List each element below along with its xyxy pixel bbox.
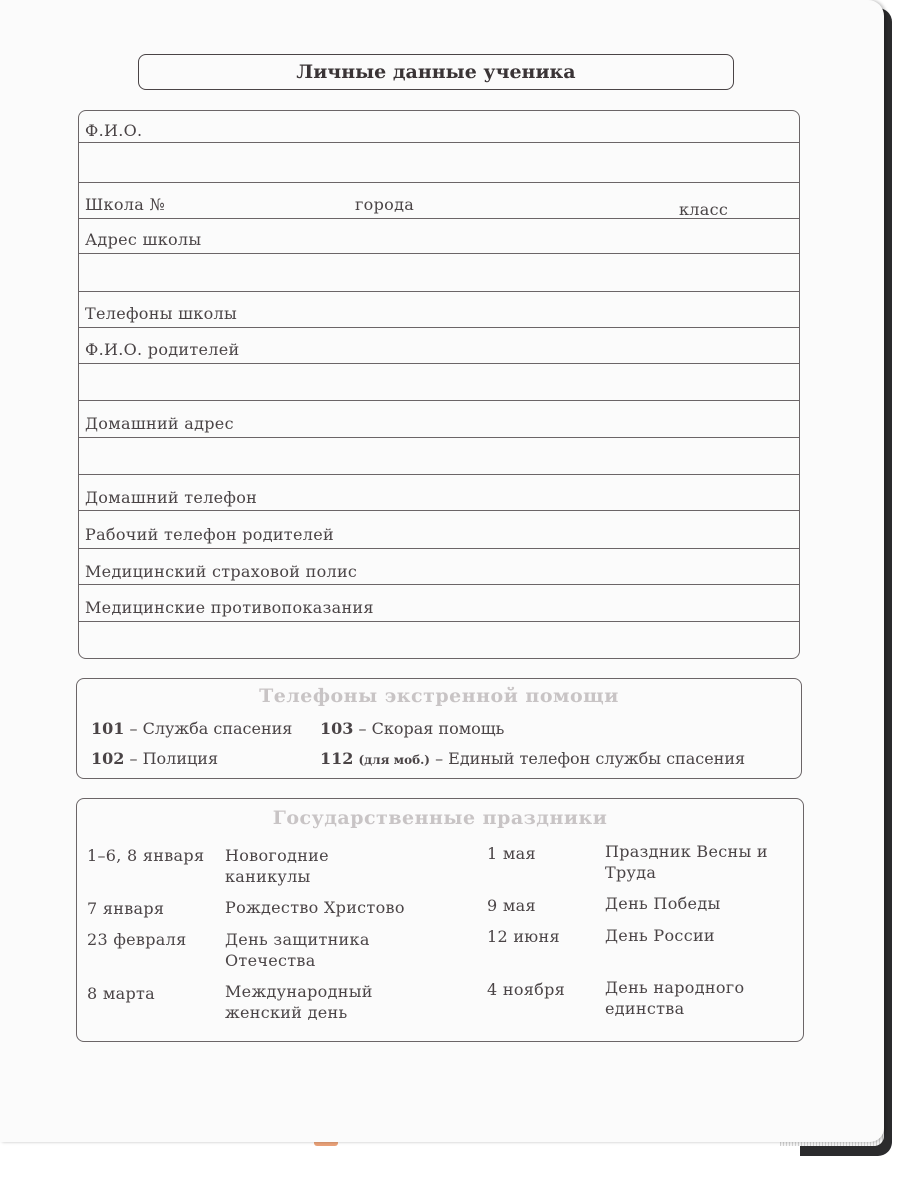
holiday-name: День России [605, 926, 715, 945]
holidays-title: Государственные праздники [272, 807, 608, 829]
fio-label: Ф.И.О. [85, 121, 143, 140]
holiday-date: 12 июня [487, 927, 560, 946]
form-line [79, 142, 799, 143]
school-address-label: Адрес школы [85, 230, 202, 249]
class-label: класс [679, 200, 729, 219]
form-line [79, 253, 799, 254]
personal-data-form [78, 110, 800, 659]
holiday-name: Международный женский день [225, 982, 373, 1022]
form-line [79, 327, 799, 328]
emergency-item [91, 719, 292, 738]
holiday-date: 9 мая [487, 896, 536, 915]
parents-fio-label: Ф.И.О. родителей [85, 340, 240, 359]
contraindications-label: Медицинские противопоказания [85, 598, 374, 617]
form-line [79, 363, 799, 364]
holiday-date: 4 ноября [487, 980, 566, 999]
page-title-text: Личные данные ученика [296, 61, 576, 83]
emergency-number: 101 [91, 719, 125, 738]
emergency-label: – Скорая помощь [358, 719, 505, 738]
school-phones-label: Телефоны школы [85, 304, 238, 323]
form-line [79, 400, 799, 401]
holiday-name: День народного единства [605, 978, 745, 1018]
holiday-name: Новогодние каникулы [225, 846, 329, 886]
form-line [79, 218, 799, 219]
form-line [79, 474, 799, 475]
home-address-label: Домашний адрес [85, 414, 234, 433]
holiday-date: 8 марта [87, 984, 155, 1003]
school-number-label: Школа № [85, 195, 165, 214]
emergency-item [320, 719, 504, 738]
emergency-number: 103 [320, 719, 354, 738]
emergency-title: Телефоны экстренной помощи [259, 685, 619, 707]
holiday-name: День защитника Отечества [225, 930, 370, 970]
emergency-label: – Полиция [129, 749, 219, 768]
page-title [138, 54, 734, 90]
emergency-number: 112 [320, 749, 354, 768]
emergency-phones-box [76, 678, 802, 779]
holiday-name: День Победы [605, 894, 721, 913]
home-phone-label: Домашний телефон [85, 488, 258, 507]
emergency-note: (для моб.) [358, 753, 430, 767]
emergency-label: – Единый телефон службы спасения [435, 749, 746, 768]
holiday-date: 1 мая [487, 844, 536, 863]
emergency-item [320, 749, 745, 768]
city-label: города [355, 195, 415, 214]
emergency-item [91, 749, 218, 768]
holiday-name: Рождество Христово [225, 898, 405, 917]
form-line [79, 437, 799, 438]
form-line [79, 621, 799, 622]
holiday-name: Праздник Весны и Труда [605, 842, 768, 882]
public-holidays-box [76, 798, 804, 1042]
emergency-number: 102 [91, 749, 125, 768]
form-line [79, 548, 799, 549]
parents-work-phone-label: Рабочий телефон родителей [85, 525, 334, 544]
medical-policy-label: Медицинский страховой полис [85, 562, 358, 581]
holiday-date: 1–6, 8 января [87, 846, 205, 865]
emergency-label: – Служба спасения [129, 719, 293, 738]
form-line [79, 510, 799, 511]
form-line [79, 182, 799, 183]
form-line [79, 584, 799, 585]
form-line [79, 291, 799, 292]
holiday-date: 23 февраля [87, 930, 187, 949]
holiday-date: 7 января [87, 899, 165, 918]
